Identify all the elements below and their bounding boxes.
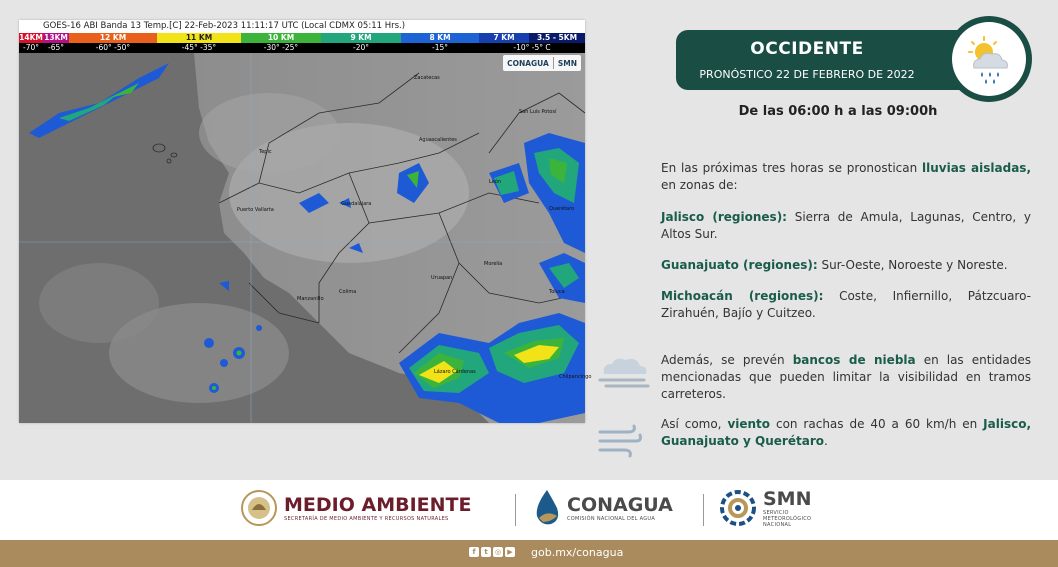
twitter-icon[interactable]: t (481, 547, 491, 557)
city-label: Guadalajara (341, 201, 372, 207)
gob-url-link[interactable]: gob.mx/conagua (531, 546, 624, 559)
city-label: Chilpancingo (559, 374, 592, 380)
scale-height-label: 3.5 - 5KM (529, 33, 585, 43)
fog-text-end: en las entidades mencionadas que pueden limitar la visibilidad en tramos carreteros. (661, 353, 1031, 401)
scale-height-label: 12 KM (69, 33, 157, 43)
city-label: Morelia (484, 261, 503, 267)
satellite-logo-divider (553, 57, 554, 69)
scale-height-label: 8 KM (401, 33, 479, 43)
city-label: Manzanillo (297, 296, 324, 302)
conagua-logo (531, 488, 673, 528)
conagua-subtitle: COMISIÓN NACIONAL DEL AGUA (567, 516, 656, 522)
wind-text: Así como, (661, 417, 728, 431)
guanajuato-label: Guanajuato (regiones): (661, 258, 818, 272)
scale-temp-label: -10° -5° C (479, 43, 585, 53)
social-links (469, 547, 515, 557)
time-range: De las 06:00 h a las 09:00h (738, 104, 938, 119)
city-label: Tepic (259, 149, 272, 155)
scale-temp-label: -45° -35° (157, 43, 241, 53)
satellite-conagua-logo: CONAGUA (507, 58, 549, 68)
city-label: San Luis Potosí (519, 109, 557, 115)
michoacan-paragraph (661, 288, 1031, 322)
smn-subtitle-1: SERVICIO (763, 510, 789, 516)
partly-cloudy-rain-icon (952, 22, 1026, 96)
satellite-image (19, 53, 592, 423)
medio-ambiente-title: MEDIO AMBIENTE (284, 494, 472, 516)
scale-temp-label: -70° (19, 43, 43, 53)
satellite-panel (19, 20, 592, 423)
fog-text: Además, se prevén (661, 353, 793, 367)
satellite-smn-logo: SMN (557, 58, 577, 68)
scale-temp-label: -60° -50° (69, 43, 157, 53)
scale-height-label: 10 KM (241, 33, 321, 43)
wind-paragraph (661, 416, 1031, 450)
smn-spiral-icon (718, 488, 758, 528)
satellite-caption: GOES-16 ABI Banda 13 Temp.[C] 22-Feb-2023 11:11:17 UTC (Local CDMX 05:11 Hrs.) (43, 21, 406, 31)
intro-paragraph (661, 160, 1031, 194)
forecast-date: PRONÓSTICO 22 DE FEBRERO DE 2022 (699, 68, 915, 81)
scale-temp-label: -65° (43, 43, 69, 53)
footer-divider-1 (515, 494, 516, 526)
city-label: Uruapan (431, 275, 453, 281)
michoacan-label: Michoacán (regiones): (661, 289, 824, 303)
satellite-logos (503, 55, 581, 71)
city-label: Aguascalientes (419, 137, 457, 143)
scale-height-label: 9 KM (321, 33, 401, 43)
mexico-seal-icon (240, 488, 278, 528)
wind-icon (598, 424, 642, 458)
guanajuato-text: Sur-Oeste, Noroeste y Noreste. (817, 258, 1008, 272)
weather-badge-inner (952, 22, 1026, 96)
scale-temp-label: -15° (401, 43, 479, 53)
weather-badge (946, 16, 1032, 102)
smn-logo (718, 488, 812, 528)
city-label: Puerto Vallarta (237, 207, 274, 213)
smn-subtitle-2: METEOROLÓGICO (763, 516, 812, 522)
temperature-scale (19, 33, 585, 53)
scale-height-label: 14KM (19, 33, 43, 42)
scale-heights-row (19, 33, 585, 43)
youtube-icon[interactable]: ▶ (505, 547, 515, 557)
fog-icon (596, 352, 652, 392)
scale-height-label: 7 KM (479, 33, 529, 43)
city-label: Zacatecas (414, 75, 440, 81)
smn-title: SMN (763, 488, 812, 510)
scale-temps-row (19, 43, 585, 53)
wind-text-end: . (823, 434, 828, 448)
city-label: Colima (339, 289, 357, 295)
scale-height-label: 11 KM (157, 33, 241, 43)
city-label: León (489, 179, 502, 185)
conagua-title: CONAGUA (567, 494, 673, 516)
fog-paragraph (661, 352, 1031, 403)
footer-divider-2 (703, 494, 704, 526)
jalisco-paragraph (661, 209, 1031, 243)
scale-temp-label: -20° (321, 43, 401, 53)
bottom-bar (0, 540, 1058, 567)
conagua-drop-icon (531, 488, 563, 528)
jalisco-label: Jalisco (regiones): (661, 210, 787, 224)
michoacan-text: Coste, Infiernillo, Pátzcuaro-Zirahuén, Bajío y Cuitzeo. (661, 289, 1031, 320)
scale-height-label: 13KM (44, 33, 68, 42)
smn-subtitle-3: NACIONAL (763, 522, 792, 528)
wind-text-mid: con rachas de 40 a 60 km/h en (770, 417, 984, 431)
medio-ambiente-subtitle: SECRETARÍA DE MEDIO AMBIENTE Y RECURSOS NATURALES (284, 516, 449, 522)
city-label: Lázaro Cárdenas (434, 369, 476, 375)
wind-highlight: viento (727, 417, 771, 431)
instagram-icon[interactable]: ◎ (494, 548, 502, 556)
fog-highlight: bancos de niebla (792, 353, 916, 367)
wind-states: Jalisco, Guanajuato y Querétaro (661, 417, 1032, 448)
region-title: OCCIDENTE (750, 39, 864, 59)
jalisco-text: Sierra de Amula, Lagunas, Centro, y Altos Sur. (661, 210, 1031, 241)
scale-temp-label: -30° -25° (241, 43, 321, 53)
satellite-map (19, 53, 592, 423)
facebook-icon[interactable]: f (469, 547, 479, 557)
guanajuato-paragraph (661, 257, 1031, 274)
intro-text-end: en zonas de: (661, 178, 738, 192)
city-label: Querétaro (549, 206, 575, 212)
city-label: Toluca (549, 289, 565, 295)
intro-highlight: lluvias aisladas, (921, 161, 1032, 175)
intro-text: En las próximas tres horas se pronostican (661, 161, 922, 175)
footer (0, 480, 1058, 540)
medio-ambiente-logo (240, 488, 471, 528)
